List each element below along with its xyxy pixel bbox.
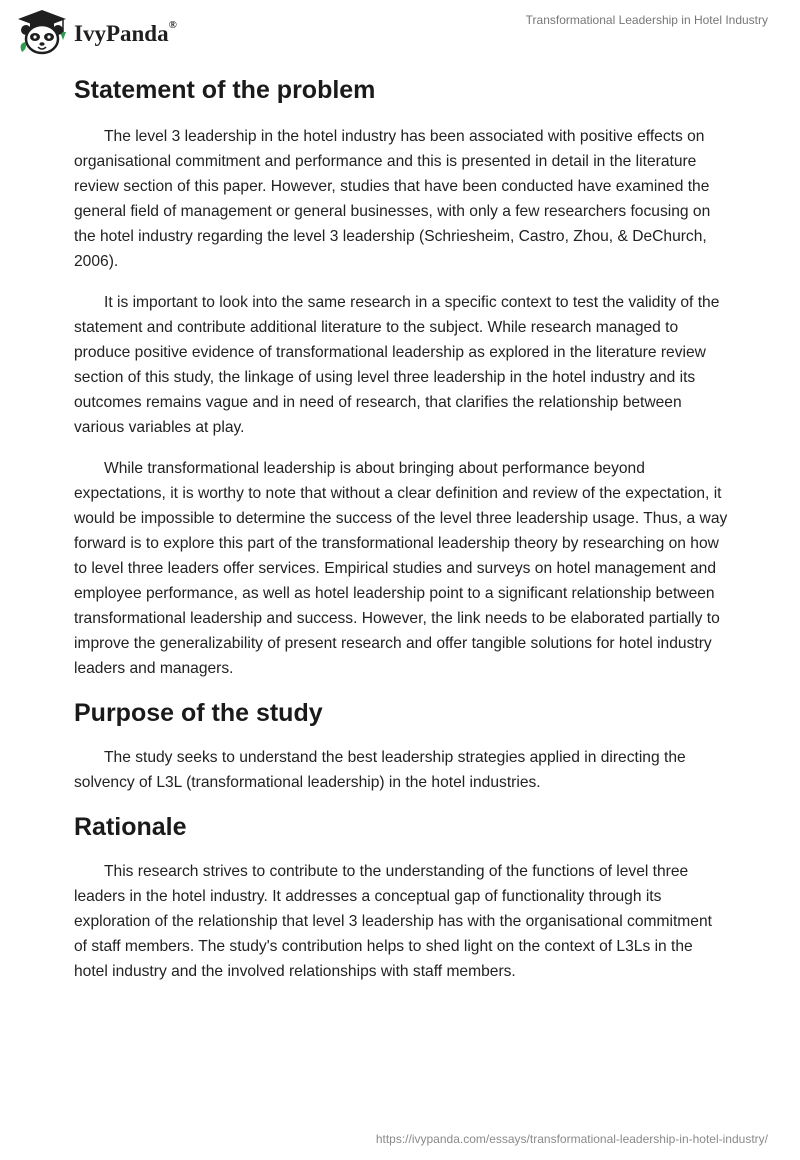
- section-heading: Statement of the problem: [74, 76, 376, 104]
- essay-body: [74, 66, 728, 1000]
- paragraph: The study seeks to understand the best leadership strategies applied in directing the solvency of L3L (transformational leadership) in the hotel industries.: [74, 749, 686, 791]
- brand-name: IvyPanda®: [74, 19, 177, 46]
- page-header: [0, 0, 800, 64]
- paragraph: While transformational leadership is about bringing about performance beyond expectations, it is worthy to note that without a clear definition and review of the expectation, it would be impossible to determine the success of the level three leadership usage. Thus, a way forward is to explore this part of the transformational leadership theory by researching on how to level three leaders offer services. Empirical studies and surveys on hotel management and employee performance, as well as hotel leadership point to a significant relationship between transformational leadership and success. However, the link needs to be elaborated partially to improve the generalizability of present research and offer tangible solutions for hotel industry leaders and managers.: [74, 460, 728, 677]
- registered-mark: ®: [168, 19, 177, 32]
- document-title: Transformational Leadership in Hotel Industry: [525, 13, 768, 27]
- paragraph: It is important to look into the same research in a specific context to test the validity of the statement and contribute additional literature to the subject. While research managed to produce positive evidence of transformational leadership as explored in the literature review section of this study, the linkage of using level three leadership in the hotel industry and its outcomes remains vague and in need of research, that clarifies the relationship between various variables at play.: [74, 294, 720, 436]
- section-heading: Purpose of the study: [74, 699, 323, 727]
- paragraph: This research strives to contribute to the understanding of the functions of level three leaders in the hotel industry. It addresses a conceptual gap of functionality through its exploration of the relationship that level 3 leadership has with the organisational commitment of staff members. The study's contribution helps to shed light on the context of L3Ls in the hotel industry and the involved relationships with staff members.: [74, 863, 712, 980]
- section-statement-of-problem: [74, 70, 728, 681]
- section-purpose-of-study: [74, 693, 728, 795]
- section-rationale: [74, 807, 728, 984]
- paragraph: The level 3 leadership in the hotel industry has been associated with positive effects on organisational commitment and performance and this is presented in detail in the literature review section of this paper. However, studies that have been conducted have examined the general field of management or general businesses, with only a few researchers focusing on the hotel industry regarding the level 3 leadership (Schriesheim, Castro, Zhou, & DeChurch, 2006).: [74, 128, 711, 270]
- logo[interactable]: [16, 8, 177, 56]
- section-heading: Rationale: [74, 813, 187, 841]
- source-url[interactable]: https://ivypanda.com/essays/transformational-leadership-in-hotel-industry/: [375, 1132, 768, 1146]
- panda-graduation-cap-icon: [16, 8, 68, 56]
